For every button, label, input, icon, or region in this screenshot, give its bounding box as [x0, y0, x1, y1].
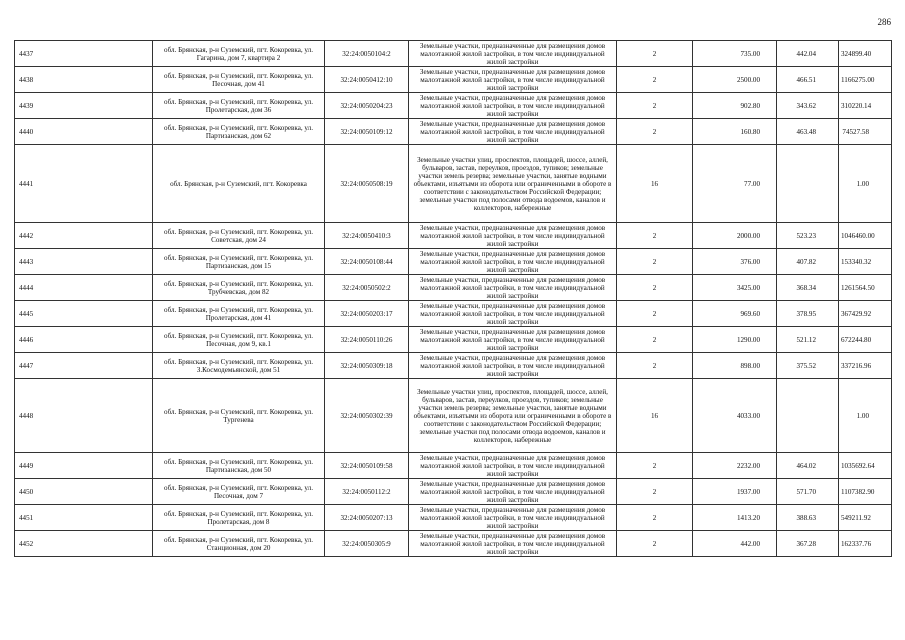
- row-number-cell: 4437: [15, 41, 153, 67]
- table-row: [15, 453, 892, 479]
- table-row: [15, 145, 892, 223]
- row-number-cell: 4444: [15, 275, 153, 301]
- row-number-cell: 4441: [15, 145, 153, 223]
- table-row: [15, 479, 892, 505]
- table-row: [15, 119, 892, 145]
- land-use-cell: Земельные участки, предназначенные для размещения домов малоэтажной жилой застройки, в том числе индивидуальной жилой застройки: [409, 479, 617, 505]
- address-cell: обл. Брянская, р-н Суземский, пгт. Кокоревка, ул. Пролетарская, дом 8: [153, 505, 325, 531]
- address-cell: обл. Брянская, р-н Суземский, пгт. Кокоревка, ул. З.Космодемьянской, дом 51: [153, 353, 325, 379]
- specific-value-cell: 521.12: [777, 327, 839, 353]
- page-number: 286: [877, 17, 891, 27]
- row-number-cell: 4449: [15, 453, 153, 479]
- table-row: [15, 301, 892, 327]
- land-use-cell: Земельные участки, предназначенные для размещения домов малоэтажной жилой застройки, в том числе индивидуальной жилой застройки: [409, 301, 617, 327]
- cadastral-number-cell: 32:24:0050302:39: [325, 379, 409, 453]
- cadastral-number-cell: 32:24:0050410:3: [325, 223, 409, 249]
- specific-value-cell: 367.28: [777, 531, 839, 557]
- area-cell: 160.80: [693, 119, 777, 145]
- land-use-cell: Земельные участки, предназначенные для размещения домов малоэтажной жилой застройки, в том числе индивидуальной жилой застройки: [409, 93, 617, 119]
- cadastral-number-cell: 32:24:0050109:58: [325, 453, 409, 479]
- area-cell: 4033.00: [693, 379, 777, 453]
- group-cell: 2: [617, 41, 693, 67]
- group-cell: 2: [617, 119, 693, 145]
- area-cell: 898.00: [693, 353, 777, 379]
- specific-value-cell: 368.34: [777, 275, 839, 301]
- group-cell: 2: [617, 67, 693, 93]
- cadastral-number-cell: 32:24:0050309:18: [325, 353, 409, 379]
- area-cell: 77.00: [693, 145, 777, 223]
- cadastral-value-cell: 1035692.64: [839, 453, 892, 479]
- specific-value-cell: 466.51: [777, 67, 839, 93]
- row-number-cell: 4438: [15, 67, 153, 93]
- table-row: [15, 249, 892, 275]
- address-cell: обл. Брянская, р-н Суземский, пгт. Кокоревка: [153, 145, 325, 223]
- address-cell: обл. Брянская, р-н Суземский, пгт. Кокоревка, ул. Пролетарская, дом 41: [153, 301, 325, 327]
- group-cell: 2: [617, 505, 693, 531]
- cadastral-number-cell: 32:24:0050412:10: [325, 67, 409, 93]
- cadastral-number-cell: 32:24:0050108:44: [325, 249, 409, 275]
- address-cell: обл. Брянская, р-н Суземский, пгт. Кокоревка, ул. Партизанская, дом 15: [153, 249, 325, 275]
- cadastral-number-cell: 32:24:0050112:2: [325, 479, 409, 505]
- cadastral-value-cell: 672244.80: [839, 327, 892, 353]
- cadastral-number-cell: 32:24:0050104:2: [325, 41, 409, 67]
- area-cell: 2500.00: [693, 67, 777, 93]
- specific-value-cell: 571.70: [777, 479, 839, 505]
- specific-value-cell: [777, 379, 839, 453]
- cadastral-value-cell: 324899.40: [839, 41, 892, 67]
- specific-value-cell: 375.52: [777, 353, 839, 379]
- specific-value-cell: 464.02: [777, 453, 839, 479]
- cadastral-value-cell: 1107382.90: [839, 479, 892, 505]
- table-row: [15, 93, 892, 119]
- address-cell: обл. Брянская, р-н Суземский, пгт. Кокоревка, ул. Пролетарская, дом 36: [153, 93, 325, 119]
- cadastral-value-cell: 337216.96: [839, 353, 892, 379]
- cadastral-value-cell: 1261564.50: [839, 275, 892, 301]
- area-cell: 1290.00: [693, 327, 777, 353]
- group-cell: 2: [617, 275, 693, 301]
- area-cell: 2000.00: [693, 223, 777, 249]
- area-cell: 442.00: [693, 531, 777, 557]
- address-cell: обл. Брянская, р-н Суземский, пгт. Кокоревка, ул. Песочная, дом 9, кв.1: [153, 327, 325, 353]
- row-number-cell: 4451: [15, 505, 153, 531]
- land-use-cell: Земельные участки улиц, проспектов, площадей, шоссе, аллей, бульваров, застав, переулков, проездов, тупиков; земельные участки земель резерва; земельные участки, занятые водными объектами, изъятыми из оборота или ограниченными в обороте в соответствии с законодательством Российской Федерации; земельные участки под полосами отвода водоемов, каналов и коллекторов, набережные: [409, 145, 617, 223]
- land-use-cell: Земельные участки, предназначенные для размещения домов малоэтажной жилой застройки, в том числе индивидуальной жилой застройки: [409, 505, 617, 531]
- address-cell: обл. Брянская, р-н Суземский, пгт. Кокоревка, ул. Партизанская, дом 50: [153, 453, 325, 479]
- cadastral-number-cell: 32:24:0050508:19: [325, 145, 409, 223]
- table-row: [15, 275, 892, 301]
- cadastral-number-cell: 32:24:0050204:23: [325, 93, 409, 119]
- cadastral-number-cell: 32:24:0050305:9: [325, 531, 409, 557]
- cadastral-number-cell: 32:24:0050207:13: [325, 505, 409, 531]
- table-row: [15, 353, 892, 379]
- land-use-cell: Земельные участки, предназначенные для размещения домов малоэтажной жилой застройки, в том числе индивидуальной жилой застройки: [409, 353, 617, 379]
- row-number-cell: 4450: [15, 479, 153, 505]
- table-row: [15, 379, 892, 453]
- address-cell: обл. Брянская, р-н Суземский, пгт. Кокоревка, ул. Гагарина, дом 7, квартира 2: [153, 41, 325, 67]
- area-cell: 735.00: [693, 41, 777, 67]
- address-cell: обл. Брянская, р-н Суземский, пгт. Кокоревка, ул. Песочная, дом 7: [153, 479, 325, 505]
- row-number-cell: 4448: [15, 379, 153, 453]
- specific-value-cell: 523.23: [777, 223, 839, 249]
- land-use-cell: Земельные участки, предназначенные для размещения домов малоэтажной жилой застройки, в том числе индивидуальной жилой застройки: [409, 67, 617, 93]
- cadastral-value-cell: 153340.32: [839, 249, 892, 275]
- group-cell: 2: [617, 479, 693, 505]
- specific-value-cell: [777, 145, 839, 223]
- area-cell: 969.60: [693, 301, 777, 327]
- group-cell: 2: [617, 353, 693, 379]
- cadastral-value-cell: 1.00: [839, 145, 892, 223]
- table-row: [15, 223, 892, 249]
- specific-value-cell: 378.95: [777, 301, 839, 327]
- row-number-cell: 4442: [15, 223, 153, 249]
- specific-value-cell: 442.04: [777, 41, 839, 67]
- group-cell: 2: [617, 327, 693, 353]
- table-row: [15, 327, 892, 353]
- group-cell: 2: [617, 93, 693, 119]
- area-cell: 2232.00: [693, 453, 777, 479]
- group-cell: 16: [617, 379, 693, 453]
- land-use-cell: Земельные участки, предназначенные для размещения домов малоэтажной жилой застройки, в том числе индивидуальной жилой застройки: [409, 249, 617, 275]
- land-use-cell: Земельные участки, предназначенные для размещения домов малоэтажной жилой застройки, в том числе индивидуальной жилой застройки: [409, 531, 617, 557]
- table-row: [15, 41, 892, 67]
- land-use-cell: Земельные участки, предназначенные для размещения домов малоэтажной жилой застройки, в том числе индивидуальной жилой застройки: [409, 41, 617, 67]
- cadastral-number-cell: 32:24:0050109:12: [325, 119, 409, 145]
- table-row: [15, 67, 892, 93]
- land-use-cell: Земельные участки, предназначенные для размещения домов малоэтажной жилой застройки, в том числе индивидуальной жилой застройки: [409, 275, 617, 301]
- area-cell: 902.80: [693, 93, 777, 119]
- land-use-cell: Земельные участки, предназначенные для размещения домов малоэтажной жилой застройки, в том числе индивидуальной жилой застройки: [409, 327, 617, 353]
- cadastral-value-cell: 1046460.00: [839, 223, 892, 249]
- row-number-cell: 4439: [15, 93, 153, 119]
- specific-value-cell: 463.48: [777, 119, 839, 145]
- address-cell: обл. Брянская, р-н Суземский, пгт. Кокоревка, ул. Партизанская, дом 62: [153, 119, 325, 145]
- cadastral-value-cell: 1.00: [839, 379, 892, 453]
- group-cell: 16: [617, 145, 693, 223]
- cadastral-number-cell: 32:24:0050110:26: [325, 327, 409, 353]
- row-number-cell: 4452: [15, 531, 153, 557]
- address-cell: обл. Брянская, р-н Суземский, пгт. Кокоревка, ул. Тургенева: [153, 379, 325, 453]
- area-cell: 1937.00: [693, 479, 777, 505]
- land-use-cell: Земельные участки, предназначенные для размещения домов малоэтажной жилой застройки, в том числе индивидуальной жилой застройки: [409, 223, 617, 249]
- row-number-cell: 4443: [15, 249, 153, 275]
- specific-value-cell: 388.63: [777, 505, 839, 531]
- row-number-cell: 4445: [15, 301, 153, 327]
- table-row: [15, 505, 892, 531]
- cadastral-value-cell: 310220.14: [839, 93, 892, 119]
- specific-value-cell: 407.82: [777, 249, 839, 275]
- row-number-cell: 4440: [15, 119, 153, 145]
- area-cell: 376.00: [693, 249, 777, 275]
- group-cell: 2: [617, 301, 693, 327]
- address-cell: обл. Брянская, р-н Суземский, пгт. Кокоревка, ул. Советская, дом 24: [153, 223, 325, 249]
- land-use-cell: Земельные участки, предназначенные для размещения домов малоэтажной жилой застройки, в том числе индивидуальной жилой застройки: [409, 119, 617, 145]
- row-number-cell: 4447: [15, 353, 153, 379]
- group-cell: 2: [617, 453, 693, 479]
- cadastral-value-cell: 162337.76: [839, 531, 892, 557]
- row-number-cell: 4446: [15, 327, 153, 353]
- specific-value-cell: 343.62: [777, 93, 839, 119]
- address-cell: обл. Брянская, р-н Суземский, пгт. Кокоревка, ул. Трубчевская, дом 82: [153, 275, 325, 301]
- cadastral-number-cell: 32:24:0050502:2: [325, 275, 409, 301]
- land-use-cell: Земельные участки улиц, проспектов, площадей, шоссе, аллей, бульваров, застав, переулков, проездов, тупиков; земельные участки земель резерва; земельные участки, занятые водными объектами, изъятыми из оборота или ограниченными в обороте в соответствии с законодательством Российской Федерации; земельные участки под полосами отвода водоемов, каналов и коллекторов, набережные: [409, 379, 617, 453]
- group-cell: 2: [617, 249, 693, 275]
- cadastral-value-cell: 549211.92: [839, 505, 892, 531]
- table-body: [15, 41, 892, 557]
- land-registry-table: [14, 40, 892, 557]
- area-cell: 1413.20: [693, 505, 777, 531]
- cadastral-number-cell: 32:24:0050203:17: [325, 301, 409, 327]
- cadastral-value-cell: 74527.58: [839, 119, 892, 145]
- address-cell: обл. Брянская, р-н Суземский, пгт. Кокоревка, ул. Станционная, дом 20: [153, 531, 325, 557]
- area-cell: 3425.00: [693, 275, 777, 301]
- cadastral-value-cell: 1166275.00: [839, 67, 892, 93]
- group-cell: 2: [617, 223, 693, 249]
- table-row: [15, 531, 892, 557]
- land-use-cell: Земельные участки, предназначенные для размещения домов малоэтажной жилой застройки, в том числе индивидуальной жилой застройки: [409, 453, 617, 479]
- address-cell: обл. Брянская, р-н Суземский, пгт. Кокоревка, ул. Песочная, дом 41: [153, 67, 325, 93]
- cadastral-value-cell: 367429.92: [839, 301, 892, 327]
- group-cell: 2: [617, 531, 693, 557]
